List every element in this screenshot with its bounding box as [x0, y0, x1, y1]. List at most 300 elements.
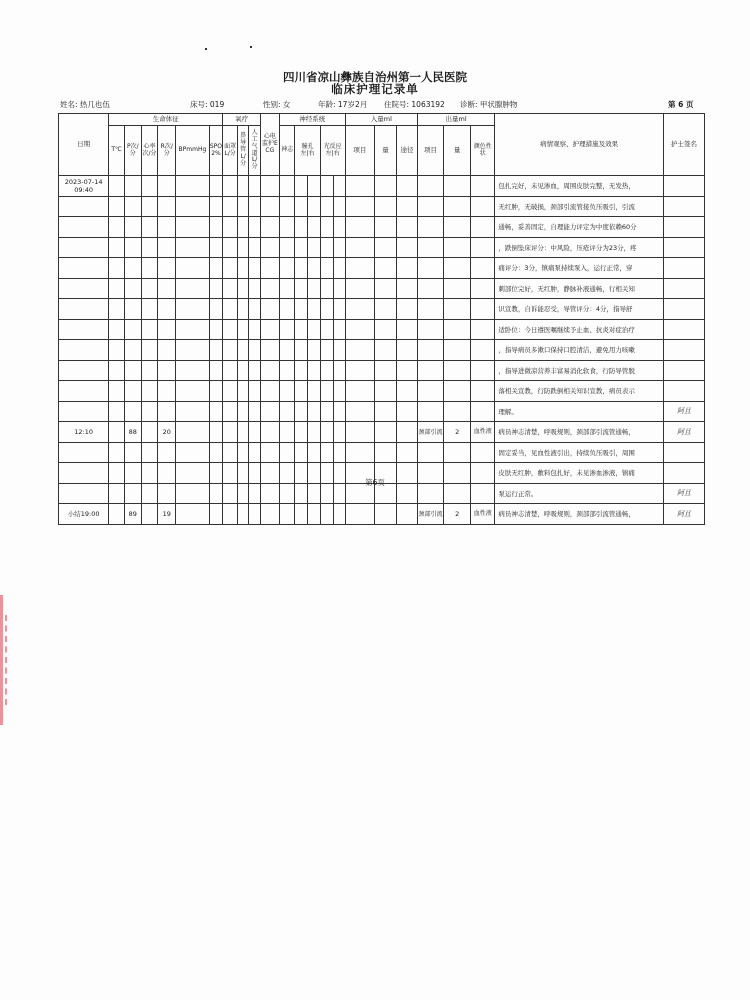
intake-amount-cell: [375, 176, 397, 197]
ecg-cell: [260, 504, 279, 525]
intake-item-cell: [345, 422, 374, 443]
light-left-cell: [320, 237, 334, 258]
red-seal-edge: [0, 595, 15, 725]
consciousness-cell: [279, 442, 295, 463]
temp-cell: [109, 176, 125, 197]
light-right-cell: [334, 319, 346, 340]
output-amount-cell: 2: [444, 422, 471, 443]
ecg-cell: [260, 381, 279, 402]
light-left-cell: [320, 422, 334, 443]
observation-cell: 无红肿，无破损，颈部引流管接负压吸引，引流: [495, 196, 664, 217]
output-amount-cell: [444, 319, 471, 340]
nurse-sign-cell: [663, 176, 704, 197]
col-intake-amount: 量: [375, 126, 397, 176]
pupil-right-cell: [308, 278, 321, 299]
output-item-cell: [417, 258, 443, 279]
bp-cell: [176, 319, 209, 340]
col-ecg: 心电监护ECG: [260, 114, 279, 176]
resp-cell: [158, 381, 176, 402]
bp-cell: [176, 217, 209, 238]
pupil-right-cell: [308, 504, 321, 525]
mask-cell: [223, 401, 238, 422]
temp-cell: [109, 299, 125, 320]
temp-cell: [109, 442, 125, 463]
output-item-cell: [417, 176, 443, 197]
output-item-cell: [417, 217, 443, 238]
col-bp: BPmmHg: [176, 126, 209, 176]
color-nature-cell: [471, 442, 495, 463]
light-right-cell: [334, 258, 346, 279]
light-left-cell: [320, 176, 334, 197]
spo2-cell: [209, 360, 223, 381]
light-right-cell: [334, 504, 346, 525]
bp-cell: [176, 340, 209, 361]
table-row: [59, 442, 705, 463]
output-item-cell: [417, 299, 443, 320]
pulse-cell: [124, 381, 141, 402]
col-nurse-sign: 护士签名: [663, 114, 704, 176]
observation-cell: 适卧位：今日遵医嘱继续予止血、抗炎对症治疗: [495, 319, 664, 340]
intake-route-cell: [396, 237, 417, 258]
col-temp: T℃: [109, 126, 125, 176]
table-row: [59, 381, 705, 402]
spo2-cell: [209, 217, 223, 238]
pupil-left-cell: [295, 237, 308, 258]
pupil-left-cell: [295, 319, 308, 340]
observation-cell: 固定妥当，见血性液引出，持续负压吸引，周围: [495, 442, 664, 463]
mask-cell: [223, 442, 238, 463]
nasal-cell: [237, 504, 249, 525]
ventilator-cell: [249, 422, 261, 443]
consciousness-cell: [279, 381, 295, 402]
date-cell: [59, 422, 109, 443]
intake-route-cell: [396, 504, 417, 525]
pulse-cell: [124, 176, 141, 197]
table-row: [59, 504, 705, 525]
pupil-label: 瞳孔: [301, 142, 314, 150]
consciousness-cell: [279, 422, 295, 443]
pulse-cell: [124, 237, 141, 258]
color-nature-cell: 血性液: [471, 504, 495, 525]
intake-route-cell: [396, 422, 417, 443]
pupil-left-cell: [295, 381, 308, 402]
pupil-left-cell: [295, 340, 308, 361]
pupil-left-cell: [295, 401, 308, 422]
light-left-cell: [320, 258, 334, 279]
scan-speck: [205, 48, 207, 50]
date-cell: [59, 381, 109, 402]
heart-rate-cell: [141, 217, 158, 238]
spo2-cell: [209, 196, 223, 217]
nurse-sign-cell: 阿且: [663, 483, 704, 504]
consciousness-cell: [279, 401, 295, 422]
output-amount-cell: [444, 401, 471, 422]
intake-amount-cell: [375, 442, 397, 463]
nasal-cell: [237, 442, 249, 463]
pupil-right-cell: [308, 176, 321, 197]
heart-rate-cell: [141, 196, 158, 217]
temp-cell: [109, 381, 125, 402]
color-nature-cell: [471, 176, 495, 197]
observation-cell: ，指导病员多漱口保持口腔清洁，避免用力咳嗽: [495, 340, 664, 361]
intake-amount-cell: [375, 381, 397, 402]
nurse-sign-cell: 阿且: [663, 422, 704, 443]
heart-rate-cell: [141, 442, 158, 463]
date-text: 小结19:00: [67, 510, 100, 519]
ventilator-cell: [249, 340, 261, 361]
ventilator-cell: [249, 319, 261, 340]
temp-cell: [109, 319, 125, 340]
temp-cell: [109, 504, 125, 525]
date-cell: [59, 401, 109, 422]
pupil-right-cell: [308, 319, 321, 340]
col-pupil: [295, 126, 320, 176]
output-amount-cell: [444, 299, 471, 320]
ventilator-cell: [249, 381, 261, 402]
date-cell: [59, 237, 109, 258]
intake-amount-cell: [375, 237, 397, 258]
resp-cell: [158, 360, 176, 381]
spo2-cell: [209, 401, 223, 422]
temp-cell: [109, 258, 125, 279]
light-left-cell: [320, 217, 334, 238]
ecg-cell: [260, 278, 279, 299]
light-left-cell: [320, 360, 334, 381]
intake-item-cell: [345, 504, 374, 525]
bp-cell: [176, 196, 209, 217]
resp-cell: [158, 237, 176, 258]
spo2-cell: [209, 381, 223, 402]
admission-number: 住院号: 1063192: [384, 100, 445, 109]
date-cell: [59, 278, 109, 299]
table-row: [59, 196, 705, 217]
nasal-cell: [237, 381, 249, 402]
output-amount-cell: [444, 217, 471, 238]
resp-cell: 20: [158, 422, 176, 443]
intake-item-cell: [345, 360, 374, 381]
temp-cell: [109, 217, 125, 238]
bp-cell: [176, 258, 209, 279]
color-nature-cell: [471, 258, 495, 279]
mask-cell: [223, 176, 238, 197]
heart-rate-cell: [141, 258, 158, 279]
nasal-cell: [237, 422, 249, 443]
light-right-cell: [334, 401, 346, 422]
nurse-sign-cell: [663, 237, 704, 258]
intake-item-cell: [345, 176, 374, 197]
intake-route-cell: [396, 258, 417, 279]
mask-cell: [223, 504, 238, 525]
pupil-left-cell: [295, 442, 308, 463]
nasal-cell: [237, 278, 249, 299]
spo2-cell: [209, 504, 223, 525]
consciousness-cell: [279, 360, 295, 381]
output-item-cell: [417, 360, 443, 381]
resp-cell: [158, 176, 176, 197]
ecg-cell: [260, 319, 279, 340]
table-row: [59, 422, 705, 443]
intake-amount-cell: [375, 196, 397, 217]
light-left-cell: [320, 319, 334, 340]
spo2-cell: [209, 258, 223, 279]
ecg-cell: [260, 176, 279, 197]
pulse-cell: [124, 319, 141, 340]
color-nature-cell: [471, 319, 495, 340]
light-left-cell: [320, 340, 334, 361]
observation-cell: 泵运行正常。: [495, 483, 664, 504]
intake-amount-cell: [375, 360, 397, 381]
mask-cell: [223, 258, 238, 279]
bp-cell: [176, 360, 209, 381]
hospital-name: 四川省凉山彝族自治州第一人民医院: [283, 70, 467, 84]
observation-cell: ，跌倒坠床评分：中风险，压疮评分为23分，疼: [495, 237, 664, 258]
output-amount-cell: [444, 237, 471, 258]
pupil-left-cell: [295, 196, 308, 217]
col-resp: R次/分: [158, 126, 176, 176]
mask-cell: [223, 217, 238, 238]
date-cell: [59, 504, 109, 525]
nurse-sign-cell: [663, 381, 704, 402]
col-pulse: P次/分: [124, 126, 141, 176]
observation-cell: 病员神志清楚，呼吸规则，颈部部引流管通畅，: [495, 422, 664, 443]
col-observation: 病情观察、护理措施及效果: [495, 114, 664, 176]
nurse-sign-cell: [663, 442, 704, 463]
col-consciousness: 神志: [279, 126, 295, 176]
pulse-cell: [124, 278, 141, 299]
patient-name: 姓名: 热几也伍: [60, 100, 110, 109]
nurse-sign-cell: [663, 258, 704, 279]
intake-amount-cell: [375, 504, 397, 525]
pupil-right-cell: [308, 237, 321, 258]
col-spo2: SPO2%: [209, 126, 223, 176]
ventilator-cell: [249, 299, 261, 320]
consciousness-cell: [279, 258, 295, 279]
bp-cell: [176, 401, 209, 422]
nurse-sign-cell: [663, 319, 704, 340]
intake-amount-cell: [375, 299, 397, 320]
col-output: 出量ml: [417, 114, 494, 126]
heart-rate-cell: [141, 278, 158, 299]
observation-cell: 皮肤无红肿，敷料包扎好，未见渗血渗液，镇痛: [495, 463, 664, 484]
bp-cell: [176, 422, 209, 443]
intake-item-cell: [345, 381, 374, 402]
intake-amount-cell: [375, 422, 397, 443]
col-intake-item: 项目: [345, 126, 374, 176]
mask-cell: [223, 299, 238, 320]
resp-cell: [158, 319, 176, 340]
color-nature-cell: [471, 278, 495, 299]
intake-item-cell: [345, 196, 374, 217]
consciousness-cell: [279, 237, 295, 258]
heart-rate-cell: [141, 360, 158, 381]
output-amount-cell: [444, 196, 471, 217]
pupil-right-cell: [308, 340, 321, 361]
ecg-cell: [260, 360, 279, 381]
color-nature-cell: [471, 401, 495, 422]
nurse-sign-cell: [663, 360, 704, 381]
pupil-left-cell: [295, 176, 308, 197]
nurse-sign-cell: [663, 278, 704, 299]
bed-number: 床号: 019: [190, 100, 225, 109]
spo2-cell: [209, 442, 223, 463]
time-text: 09:40: [74, 185, 93, 194]
nasal-cell: [237, 237, 249, 258]
date-text: 12:10: [74, 427, 93, 436]
pupil-left-cell: [295, 360, 308, 381]
color-nature-cell: [471, 381, 495, 402]
mask-cell: [223, 340, 238, 361]
intake-item-cell: [345, 278, 374, 299]
consciousness-cell: [279, 278, 295, 299]
intake-route-cell: [396, 299, 417, 320]
intake-route-cell: [396, 217, 417, 238]
ecg-cell: [260, 258, 279, 279]
light-left-cell: [320, 196, 334, 217]
nurse-sign-cell: [663, 340, 704, 361]
pulse-cell: [124, 340, 141, 361]
ecg-cell: [260, 401, 279, 422]
consciousness-cell: [279, 340, 295, 361]
pulse-cell: [124, 442, 141, 463]
date-cell: [59, 340, 109, 361]
intake-route-cell: [396, 340, 417, 361]
col-neuro: 神经系统: [279, 114, 345, 126]
table-row: [59, 299, 705, 320]
light-left-cell: [320, 278, 334, 299]
intake-amount-cell: [375, 319, 397, 340]
intake-item-cell: [345, 299, 374, 320]
heart-rate-cell: [141, 504, 158, 525]
resp-cell: [158, 340, 176, 361]
observation-cell: 理解。: [495, 401, 664, 422]
resp-cell: [158, 258, 176, 279]
color-nature-cell: [471, 299, 495, 320]
pulse-cell: [124, 401, 141, 422]
heart-rate-cell: [141, 299, 158, 320]
consciousness-cell: [279, 319, 295, 340]
pupil-right-cell: [308, 217, 321, 238]
date-cell: [59, 258, 109, 279]
heart-rate-cell: [141, 176, 158, 197]
scan-speck: [250, 46, 252, 48]
ecg-cell: [260, 422, 279, 443]
light-right-cell: [334, 381, 346, 402]
date-cell: [59, 442, 109, 463]
light-right-cell: [334, 278, 346, 299]
resp-cell: [158, 401, 176, 422]
bp-cell: [176, 381, 209, 402]
spo2-cell: [209, 278, 223, 299]
output-amount-cell: [444, 381, 471, 402]
pupil-left-cell: [295, 278, 308, 299]
pupil-right-cell: [308, 360, 321, 381]
observation-cell: 病员神志清楚，呼吸规则，颈部部引流管通畅，: [495, 504, 664, 525]
nasal-cell: [237, 299, 249, 320]
intake-route-cell: [396, 319, 417, 340]
observation-cell: 落相关宣教，行防跌倒相关知识宣教，病员表示: [495, 381, 664, 402]
color-nature-cell: 血性液: [471, 422, 495, 443]
table-row: [59, 176, 705, 197]
nasal-cell: [237, 258, 249, 279]
output-item-cell: [417, 319, 443, 340]
pulse-cell: [124, 360, 141, 381]
ecg-cell: [260, 340, 279, 361]
pulse-cell: 88: [124, 422, 141, 443]
intake-item-cell: [345, 237, 374, 258]
page-number: 第 6 页: [668, 100, 694, 109]
light-right-cell: [334, 217, 346, 238]
observation-cell: 痛评分：3分，镇痛泵持续泵入，运行正常，穿: [495, 258, 664, 279]
intake-route-cell: [396, 442, 417, 463]
date-cell: [59, 176, 109, 197]
bp-cell: [176, 442, 209, 463]
output-amount-cell: [444, 442, 471, 463]
intake-item-cell: [345, 319, 374, 340]
nasal-cell: [237, 340, 249, 361]
nursing-record-table: [58, 113, 705, 525]
consciousness-cell: [279, 504, 295, 525]
date-cell: [59, 299, 109, 320]
heart-rate-cell: [141, 422, 158, 443]
table-row: [59, 340, 705, 361]
spo2-cell: [209, 237, 223, 258]
pupil-left-cell: [295, 217, 308, 238]
nurse-sign-cell: [663, 196, 704, 217]
pupil-right-cell: [308, 422, 321, 443]
col-intake: 入量ml: [345, 114, 417, 126]
temp-cell: [109, 401, 125, 422]
date-cell: [59, 360, 109, 381]
mask-cell: [223, 278, 238, 299]
consciousness-cell: [279, 217, 295, 238]
col-date: 日期: [59, 114, 109, 176]
nurse-sign-cell: [663, 217, 704, 238]
mask-cell: [223, 237, 238, 258]
heart-rate-cell: [141, 340, 158, 361]
output-amount-cell: 2: [444, 504, 471, 525]
resp-cell: [158, 196, 176, 217]
observation-cell: ，指导进微凉营养丰富易消化软食，行防导管脱: [495, 360, 664, 381]
observation-cell: 识宣教，自诉能忍受，导管评分：4分，指导舒: [495, 299, 664, 320]
light-left-cell: [320, 381, 334, 402]
nurse-sign-cell: [663, 299, 704, 320]
output-item-cell: [417, 278, 443, 299]
temp-cell: [109, 422, 125, 443]
consciousness-cell: [279, 196, 295, 217]
gender: 性别: 女: [263, 100, 291, 109]
col-nasal: 鼻导管L/分: [237, 126, 249, 176]
observation-cell: 通畅，妥善固定，自理能力评定为中度依赖60分: [495, 217, 664, 238]
spo2-cell: [209, 422, 223, 443]
ventilator-cell: [249, 217, 261, 238]
diagnosis: 诊断: 甲状腺肿物: [460, 100, 518, 109]
intake-item-cell: [345, 258, 374, 279]
table-row: [59, 319, 705, 340]
pulse-cell: [124, 196, 141, 217]
light-lr-label: 左|右: [325, 149, 340, 157]
intake-amount-cell: [375, 217, 397, 238]
intake-amount-cell: [375, 278, 397, 299]
ventilator-cell: [249, 360, 261, 381]
resp-cell: [158, 442, 176, 463]
form-title: 临床护理记录单: [331, 82, 419, 96]
mask-cell: [223, 360, 238, 381]
nurse-sign-cell: 阿且: [663, 401, 704, 422]
pupil-left-cell: [295, 258, 308, 279]
ecg-cell: [260, 196, 279, 217]
output-item-cell: 颈部引流: [417, 504, 443, 525]
output-amount-cell: [444, 340, 471, 361]
